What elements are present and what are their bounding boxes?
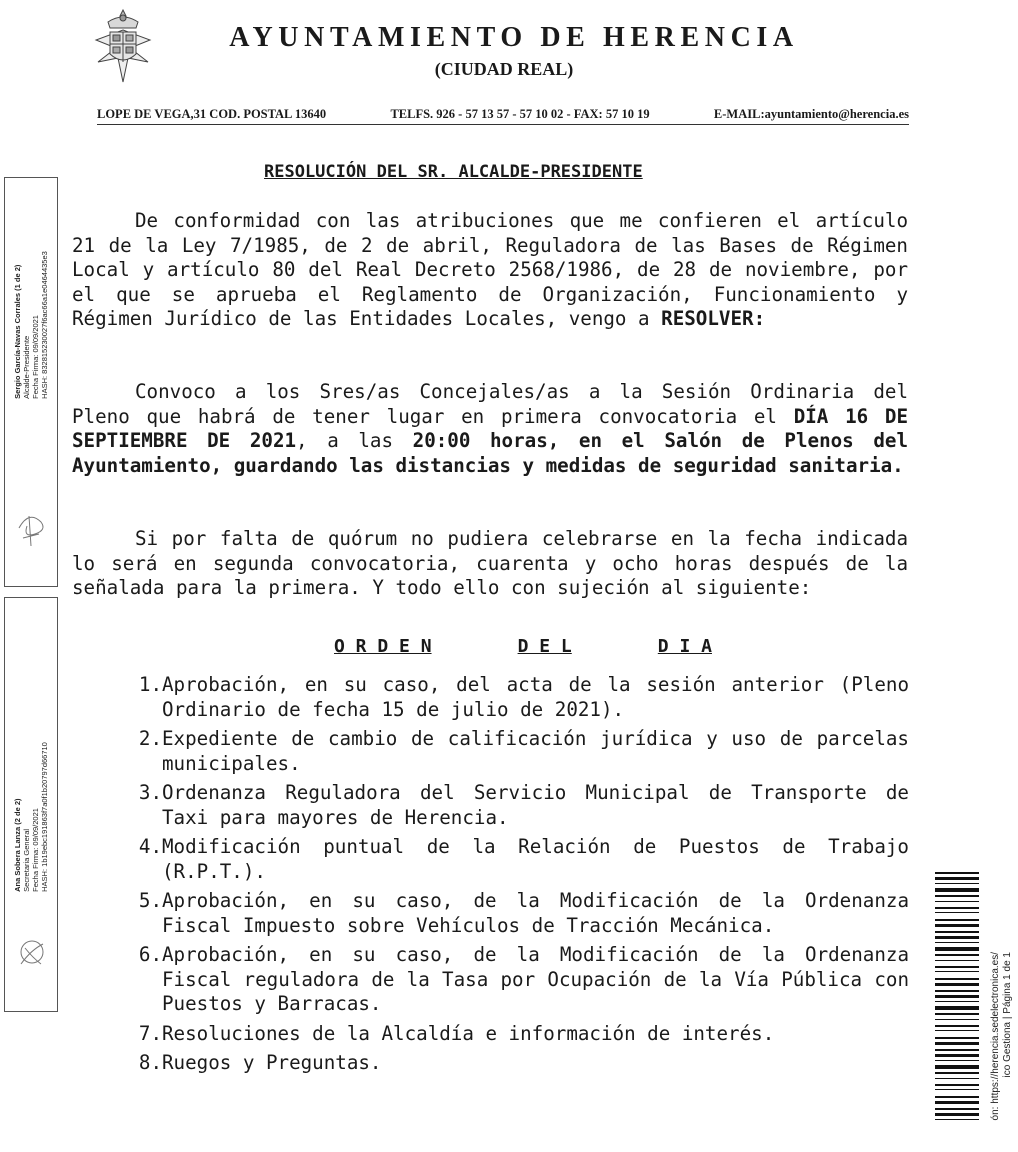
header-divider xyxy=(97,124,909,125)
barcode-bar xyxy=(935,1060,979,1061)
barcode-bar xyxy=(935,960,979,961)
agenda-title-word-3: D I A xyxy=(657,636,712,657)
signature-2-mark-icon xyxy=(15,934,49,974)
agenda-item-text: Aprobación, en su caso, de la Modificación de la Ordenanza Fiscal Impuesto sobre Vehículos de Tracción Mecánica. xyxy=(162,889,909,937)
agenda-item-text: Aprobación, en su caso, del acta de la sesión anterior (Pleno Ordinario de fecha 15 de julio de 2021). xyxy=(162,673,909,721)
agenda-item-number: 1. xyxy=(138,673,162,696)
agenda-item xyxy=(123,673,909,722)
organization-province: (CIUDAD REAL) xyxy=(434,59,574,79)
barcode-bar xyxy=(935,942,979,943)
verification-url: ón: https://herencia.sedelectronica.es/ xyxy=(990,952,1001,1121)
verification-page: ico Gestiona | Página 1 de 1 xyxy=(1002,952,1013,1078)
agenda-item xyxy=(123,781,909,830)
barcode-bar xyxy=(935,1054,979,1057)
barcode-bar xyxy=(935,1025,979,1027)
resolver-label: RESOLVER: xyxy=(661,307,766,330)
agenda-list xyxy=(123,673,909,1076)
barcode-bar xyxy=(935,872,979,874)
agenda-title xyxy=(334,636,712,657)
barcode-bar xyxy=(935,1096,979,1098)
barcode-bar xyxy=(935,883,979,884)
barcode-bar xyxy=(935,919,979,921)
barcode-bar xyxy=(935,1113,979,1116)
agenda-item-text: Aprobación, en su caso, de la Modificación de la Ordenanza Fiscal reguladora de la Tasa por Ocupación de la Vía Pública con Puestos y Barracas. xyxy=(162,943,909,1015)
agenda-item-number: 5. xyxy=(138,889,162,912)
signature-box-2 xyxy=(4,597,58,1012)
barcode-bar xyxy=(935,990,979,992)
barcode-bar xyxy=(935,1065,979,1069)
barcode-bar xyxy=(935,978,979,980)
barcode-bar xyxy=(935,1101,979,1104)
paragraph-convocation xyxy=(72,380,908,478)
agenda-item-number: 8. xyxy=(138,1051,162,1074)
agenda-title-word-1: O R D E N xyxy=(334,636,432,657)
signer-1-name: Sergio García-Navas Corrales (1 de 2) xyxy=(13,264,22,399)
barcode-bar xyxy=(935,995,979,998)
signature-2-details xyxy=(13,742,49,892)
agenda-item-number: 6. xyxy=(138,943,162,966)
barcode-bar xyxy=(935,936,979,939)
convocation-text-2: , a las xyxy=(296,429,413,452)
session-date: DÍA 16 DE SEPTIEMBRE DE 2021 xyxy=(72,404,908,452)
barcode-bar xyxy=(935,971,979,972)
agenda-item-text: Resoluciones de la Alcaldía e información de interés. xyxy=(162,1021,775,1045)
barcode-bar xyxy=(935,1013,979,1015)
verification-text xyxy=(990,952,1014,1152)
signature-1-details xyxy=(13,251,49,399)
signer-2-role: Secretaria General xyxy=(22,828,31,892)
barcode-bar xyxy=(935,1037,979,1039)
signer-2-name: Ana Sobera Lanza (2 de 2) xyxy=(13,798,22,892)
agenda-item-text: Ordenanza Reguladora del Servicio Municipal de Transporte de Taxi para mayores de Herencia. xyxy=(162,781,909,829)
paragraph-attributions xyxy=(72,209,908,332)
barcode-bar xyxy=(935,1108,979,1110)
barcode-icon xyxy=(935,872,979,1122)
barcode-bar xyxy=(935,1019,979,1020)
barcode-bar xyxy=(935,1042,979,1045)
agenda-title-word-2: D E L xyxy=(517,636,572,657)
signer-1-date: Fecha Firma: 09/09/2021 xyxy=(31,314,40,399)
barcode-bar xyxy=(935,901,979,902)
agenda-item-number: 4. xyxy=(138,835,162,858)
agenda-item xyxy=(123,835,909,884)
barcode-bar xyxy=(935,907,979,909)
agenda-item-number: 3. xyxy=(138,781,162,804)
signer-2-date: Fecha Firma: 09/09/2021 xyxy=(31,807,40,892)
agenda-item xyxy=(123,943,909,1017)
barcode-bar xyxy=(935,1072,979,1074)
paragraph-attributions-text: De conformidad con las atribuciones que me confieren el artículo 21 de la Ley 7/1985, de 2 de abril, Reguladora de las Bases de Régimen Local y artículo 80 del Real Decreto 2568/1986, de 28 de noviembre, por el que se aprueba el Reglamento de Organización, Funcionamiento y Régimen Jurídico de las Entidades Locales, vengo a xyxy=(72,209,908,330)
barcode-bar xyxy=(935,1119,979,1120)
barcode-bar xyxy=(935,895,979,897)
address-text: LOPE DE VEGA,31 COD. POSTAL 13640 xyxy=(97,107,327,121)
barcode-bar xyxy=(935,954,979,956)
convocation-text-1: Convoco a los Sres/as Concejales/as a la Sesión Ordinaria del Pleno que habrá de tener lugar en primera convocatoria el xyxy=(72,380,908,428)
contact-line xyxy=(97,107,909,122)
agenda-item-text: Expediente de cambio de calificación jurídica y uso de parcelas municipales. xyxy=(162,727,909,775)
barcode-bar xyxy=(935,1089,979,1090)
document-title: RESOLUCIÓN DEL SR. ALCALDE-PRESIDENTE xyxy=(264,162,643,182)
signer-1-hash: HASH: 832815230027f6ac66a1e0464435e3 xyxy=(40,251,49,399)
agenda-item xyxy=(123,1051,909,1076)
signer-2-hash: HASH: 1b19ebc191863f7a0f1b20797d66710 xyxy=(40,742,49,892)
barcode-bar xyxy=(935,1030,979,1031)
signature-box-1 xyxy=(4,177,58,587)
agenda-item xyxy=(123,889,909,938)
signature-1-mark-icon xyxy=(15,508,49,548)
agenda-item-text: Modificación puntual de la Relación de Puestos de Trabajo (R.P.T.). xyxy=(162,835,909,883)
barcode-bar xyxy=(935,1049,979,1051)
barcode-bar xyxy=(935,966,979,968)
barcode-bar xyxy=(935,924,979,927)
session-time-place: 20:00 horas, en el Salón de Plenos del Ayuntamiento, guardando las distancias y medidas de seguridad sanitaria. xyxy=(72,429,908,477)
paragraph-quorum: Si por falta de quórum no pudiera celebrarse en la fecha indicada lo será en segunda convocatoria, cuarenta y ocho horas después de la señalada para la primera. Y todo ello con sujeción al siguiente: xyxy=(72,527,908,599)
signer-1-role: Alcalde-Presidente xyxy=(22,335,31,399)
barcode-bar xyxy=(935,1078,979,1079)
agenda-item xyxy=(123,727,909,776)
agenda-item-number: 2. xyxy=(138,727,162,750)
agenda-item xyxy=(123,1022,909,1047)
barcode-bar xyxy=(935,1084,979,1086)
agenda-item-number: 7. xyxy=(138,1021,162,1045)
barcode-bar xyxy=(935,1006,979,1010)
organization-name: AYUNTAMIENTO DE HERENCIA xyxy=(229,22,799,53)
barcode-bar xyxy=(935,877,979,880)
barcode-bar xyxy=(935,888,979,892)
phone-text: TELFS. 926 - 57 13 57 - 57 10 02 - FAX: 57 10 19 xyxy=(390,107,650,121)
coat-of-arms-icon xyxy=(90,4,156,88)
email-text: E-MAIL:ayuntamiento@herencia.es xyxy=(713,107,909,121)
barcode-bar xyxy=(935,983,979,986)
barcode-bar xyxy=(935,931,979,933)
barcode-bar xyxy=(935,1001,979,1002)
barcode-bar xyxy=(935,912,979,913)
agenda-item-text: Ruegos y Preguntas. xyxy=(162,1051,382,1074)
barcode-bar xyxy=(935,947,979,951)
